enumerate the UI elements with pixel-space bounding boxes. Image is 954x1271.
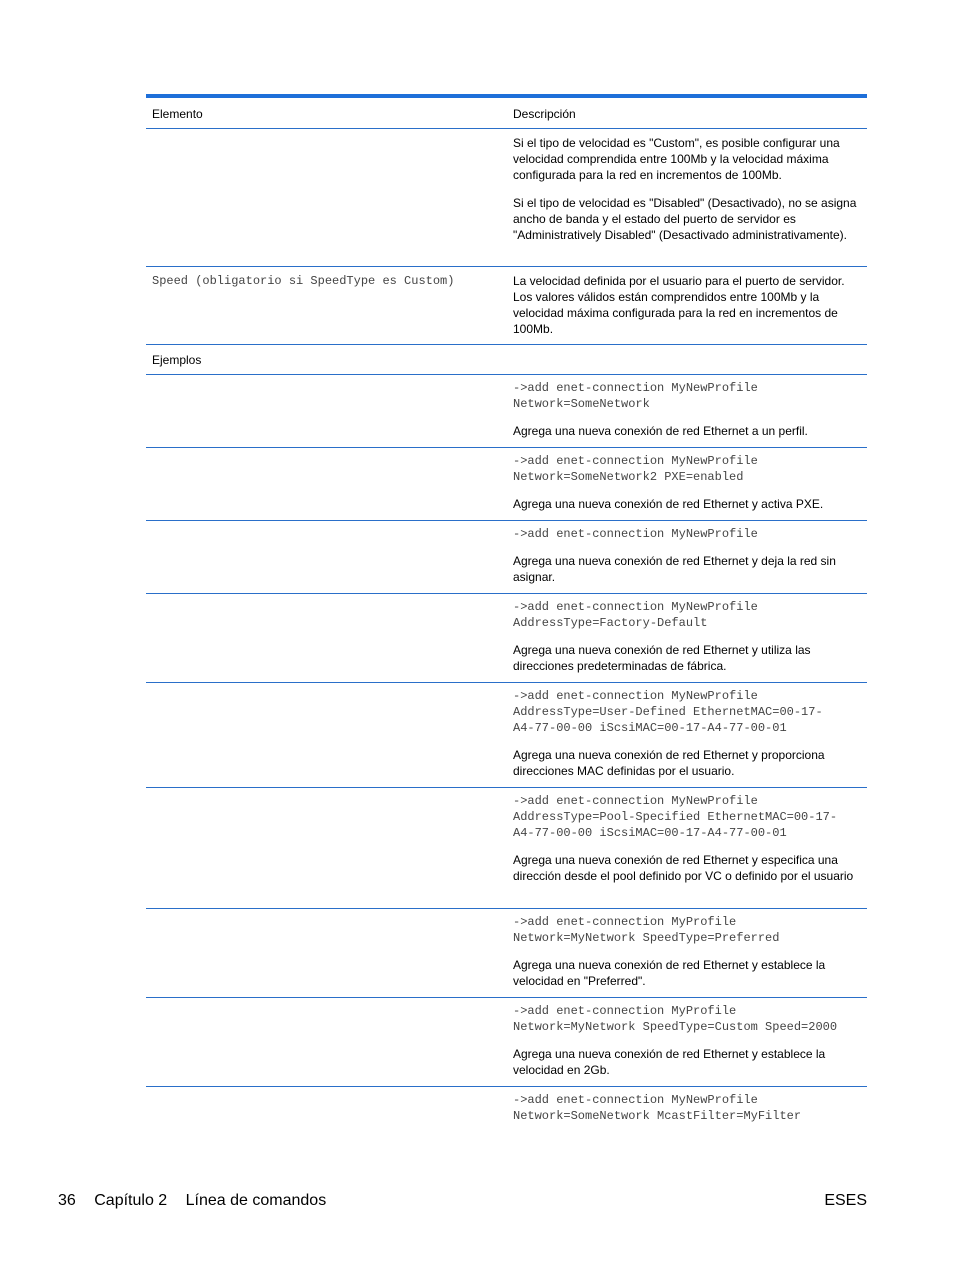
- example-row: [146, 448, 867, 521]
- speed-parameter: Speed (obligatorio si SpeedType es Custom): [152, 274, 455, 288]
- header-element: Elemento: [152, 107, 203, 121]
- header-description: Descripción: [513, 107, 576, 121]
- chapter-title: Línea de comandos: [185, 1192, 327, 1209]
- example-row: [146, 998, 867, 1087]
- example-command: ->add enet-connection MyNewProfile Network=SomeNetwork2 PXE=enabled: [513, 454, 758, 484]
- example-description: Agrega una nueva conexión de red Ethernet y especifica una dirección desde el pool definido por VC o definido por el usuario: [513, 853, 854, 883]
- example-row: [146, 683, 867, 788]
- example-row: [146, 1087, 867, 1132]
- example-description: Agrega una nueva conexión de red Ethernet y establece la velocidad en 2Gb.: [513, 1047, 826, 1077]
- example-row: [146, 909, 867, 998]
- example-row: [146, 375, 867, 448]
- table-row: [146, 129, 867, 267]
- speedtype-custom-text: Si el tipo de velocidad es "Custom", es posible configurar una velocidad comprendida entre 100Mb y la velocidad máxima configurada para la red en incrementos de 100Mb.: [513, 136, 840, 182]
- example-description: Agrega una nueva conexión de red Ethernet y proporciona direcciones MAC definidas por el usuario.: [513, 748, 825, 778]
- example-description: Agrega una nueva conexión de red Ethernet y establece la velocidad en "Preferred".: [513, 958, 826, 988]
- locale-code: ESES: [824, 1192, 867, 1209]
- table-row: [146, 267, 867, 345]
- example-description: Agrega una nueva conexión de red Ethernet y utiliza las direcciones predeterminadas de fábrica.: [513, 643, 811, 673]
- example-command: ->add enet-connection MyProfile Network=MyNetwork SpeedType=Custom Speed=2000: [513, 1004, 838, 1034]
- example-row: [146, 521, 867, 594]
- example-row: [146, 788, 867, 909]
- example-command: ->add enet-connection MyNewProfile Network=SomeNetwork: [513, 381, 758, 411]
- parameter-table: [146, 94, 867, 1132]
- example-row: [146, 594, 867, 683]
- example-description: Agrega una nueva conexión de red Ethernet y activa PXE.: [513, 497, 824, 511]
- example-command: ->add enet-connection MyNewProfile AddressType=Pool-Specified EthernetMAC=00-17- A4-77-00-00 iScsiMAC=00-17-A4-77-00-01: [513, 794, 838, 840]
- table-header-row: [146, 98, 867, 129]
- page-footer: [58, 1192, 867, 1212]
- speed-description: La velocidad definida por el usuario para el puerto de servidor. Los valores válidos están comprendidos entre 100Mb y la velocidad máxima configurada para la red en incrementos de 100Mb.: [513, 274, 845, 336]
- example-command: ->add enet-connection MyNewProfile AddressType=Factory-Default: [513, 600, 758, 630]
- example-command: ->add enet-connection MyNewProfile Network=SomeNetwork McastFilter=MyFilter: [513, 1093, 802, 1123]
- chapter-label: Capítulo 2: [94, 1192, 168, 1209]
- page-number: 36: [58, 1192, 76, 1209]
- examples-section-row: [146, 345, 867, 375]
- examples-title: Ejemplos: [152, 352, 202, 367]
- speedtype-disabled-text: Si el tipo de velocidad es "Disabled" (Desactivado), no se asigna ancho de banda y el estado del puerto de servidor es "Administratively Disabled" (Desactivado administrativamente).: [513, 196, 857, 242]
- example-description: Agrega una nueva conexión de red Ethernet y deja la red sin asignar.: [513, 554, 836, 584]
- example-command: ->add enet-connection MyProfile Network=MyNetwork SpeedType=Preferred: [513, 915, 780, 945]
- example-description: Agrega una nueva conexión de red Ethernet a un perfil.: [513, 424, 808, 438]
- example-command: ->add enet-connection MyNewProfile: [513, 527, 758, 541]
- example-command: ->add enet-connection MyNewProfile AddressType=User-Defined EthernetMAC=00-17- A4-77-00-00 iScsiMAC=00-17-A4-77-00-01: [513, 689, 823, 735]
